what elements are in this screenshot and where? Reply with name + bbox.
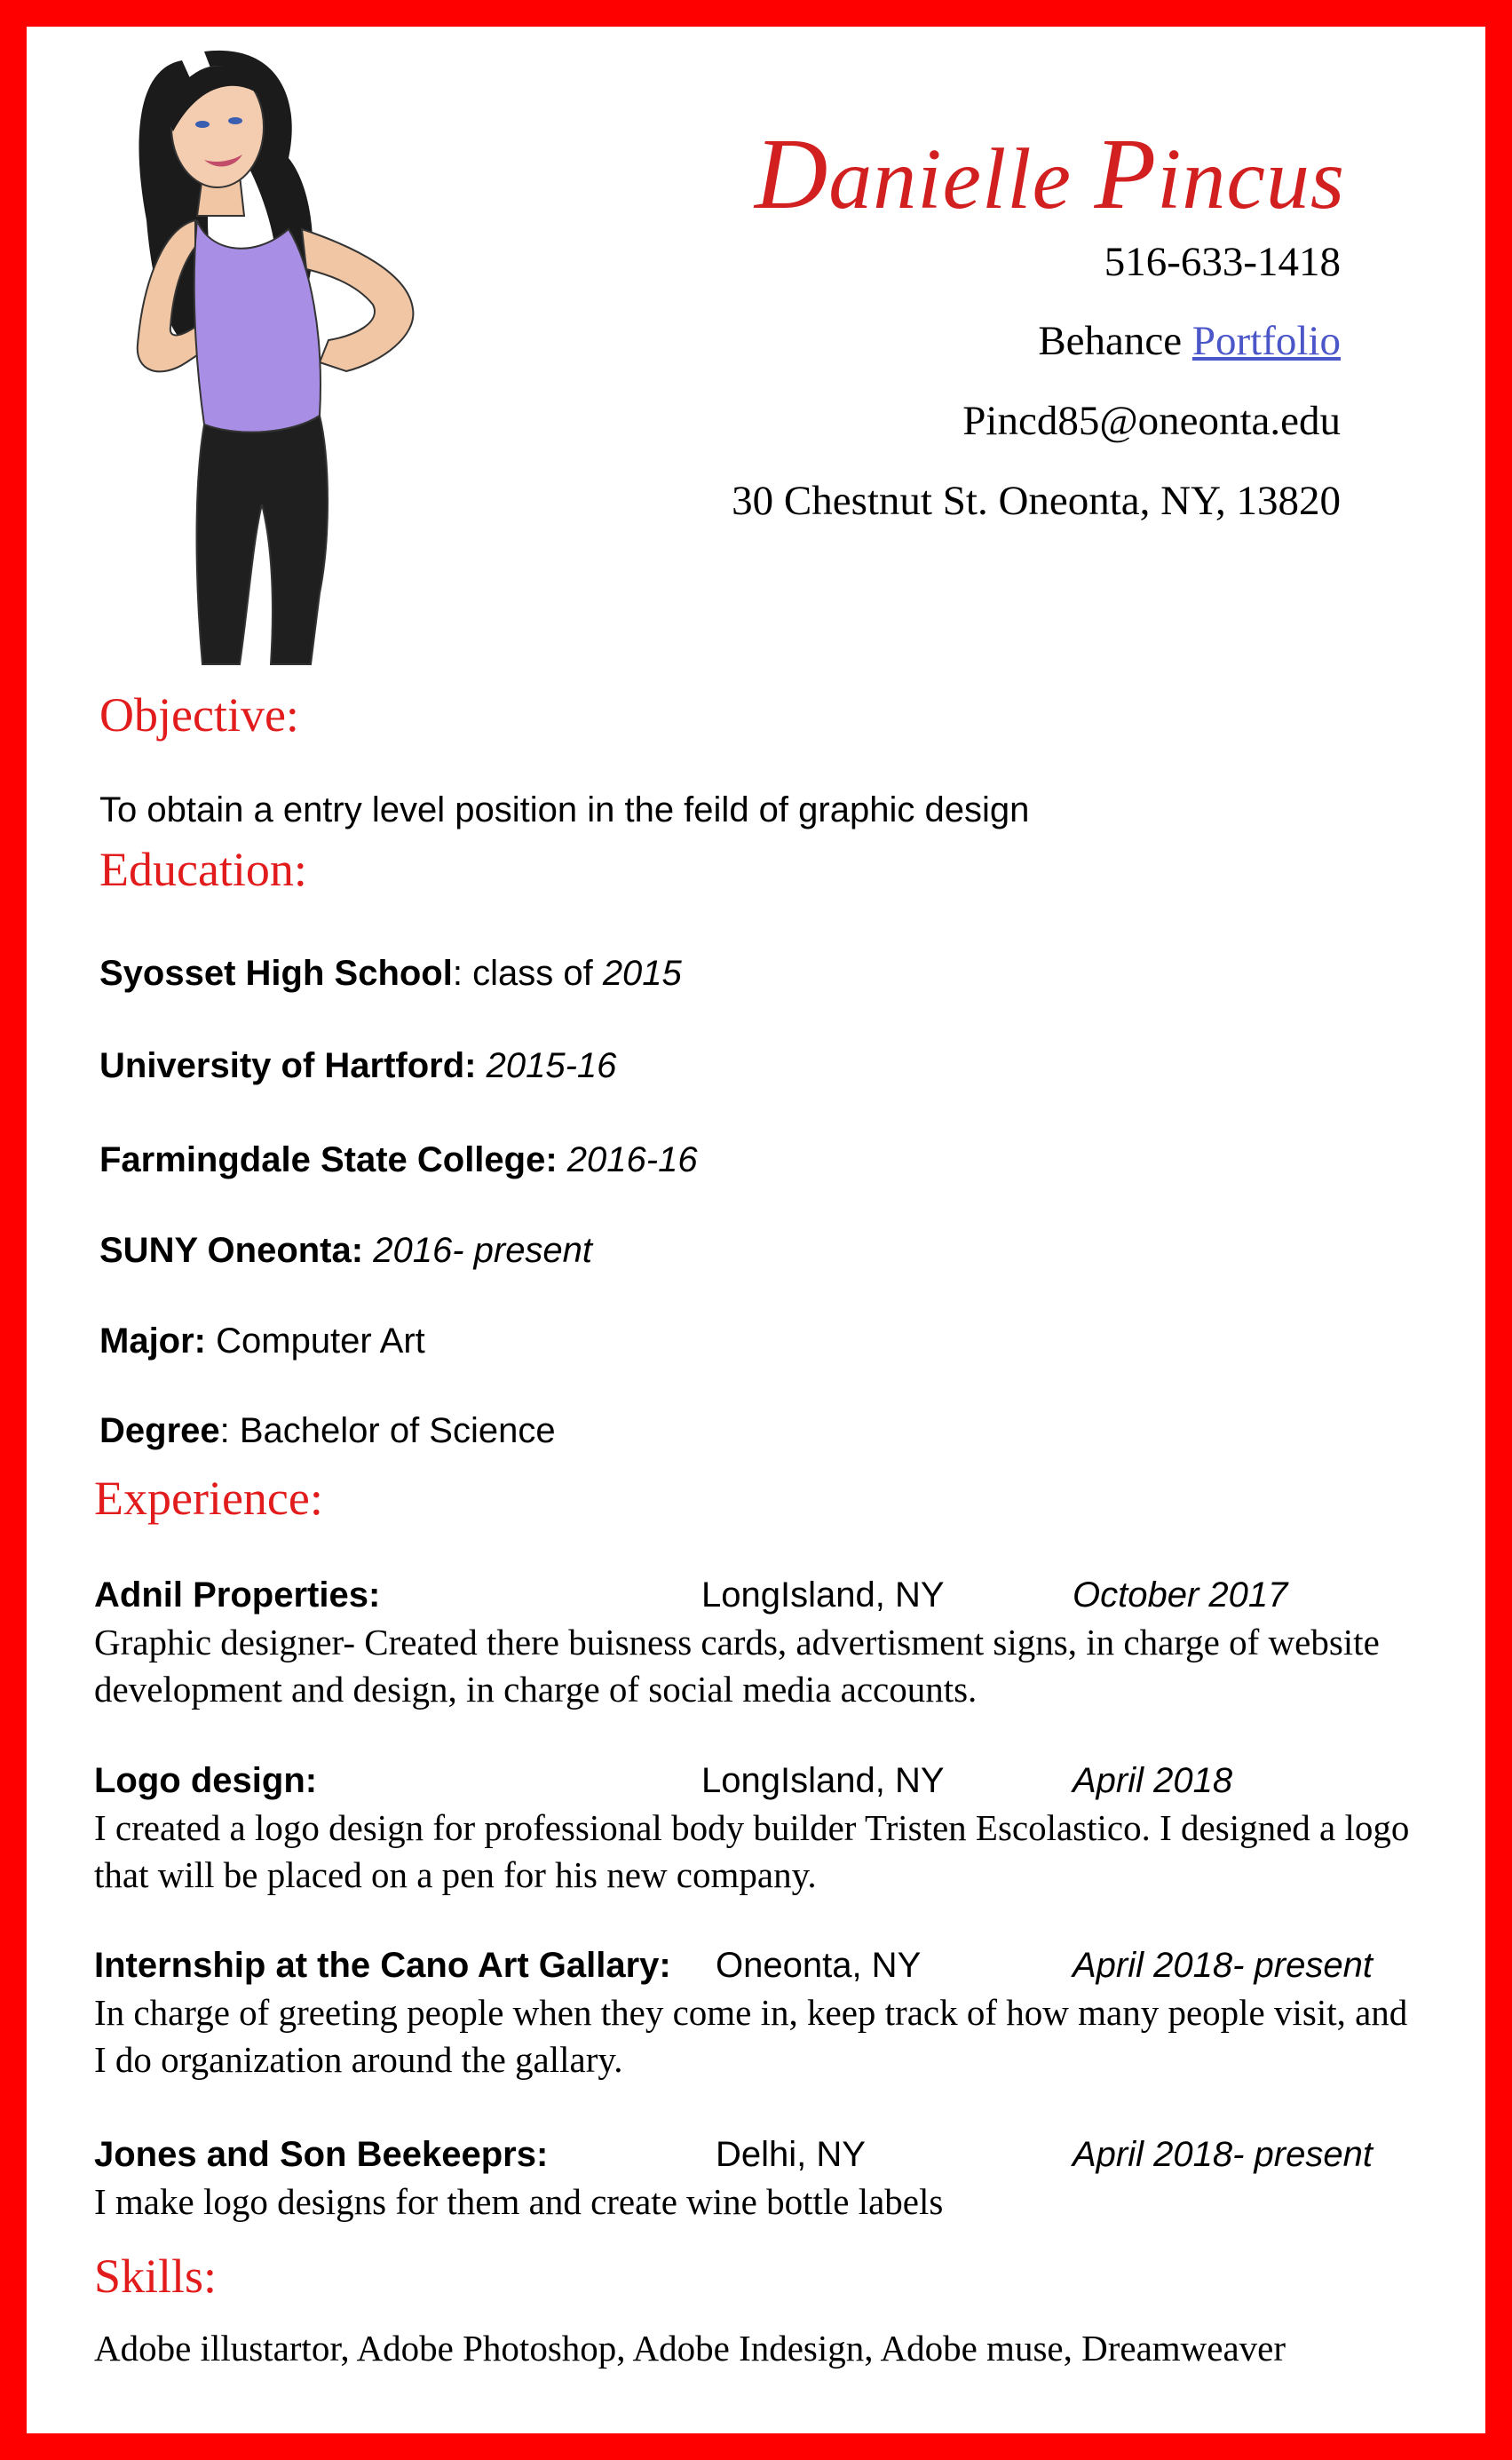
job-title: Internship at the Cano Art Gallary: <box>94 1946 671 1985</box>
avatar-illustration <box>98 43 506 682</box>
objective-text: To obtain a entry level position in the feild of graphic design <box>99 790 1030 829</box>
education-item: SUNY Oneonta: 2016- present <box>99 1231 593 1270</box>
job-date: April 2018- present <box>1073 1946 1373 1985</box>
education-major: Major: Computer Art <box>99 1321 425 1361</box>
job-title: Jones and Son Beekeeprs: <box>94 2135 549 2174</box>
behance-line <box>1038 317 1341 365</box>
education-item: Syosset High School: class of 2015 <box>99 954 682 993</box>
behance-label: Behance <box>1038 318 1183 364</box>
portfolio-link[interactable]: Portfolio <box>1191 318 1341 364</box>
pants <box>197 416 329 664</box>
job-location: Oneonta, NY <box>716 1946 922 1985</box>
eye-left <box>195 121 210 128</box>
job-location: LongIsland, NY <box>701 1575 945 1615</box>
phone-number: 516-633-1418 <box>1104 239 1341 285</box>
education-item: University of Hartford: 2015-16 <box>99 1046 617 1085</box>
job-location: LongIsland, NY <box>701 1761 945 1800</box>
job-description: Graphic designer- Created there buisness cards, advertisment signs, in charge of website development and design, in charge of social media accounts. <box>94 1622 1380 1710</box>
job-description: In charge of greeting people when they come in, keep track of how many people visit, and I do organization around the gallary. <box>94 1992 1408 2080</box>
experience-heading: Experience: <box>94 1472 323 1525</box>
candidate-name: Danielle Pincus <box>754 117 1345 230</box>
education-heading: Education: <box>99 843 307 896</box>
address: 30 Chestnut St. Oneonta, NY, 13820 <box>732 478 1341 524</box>
job-description: I created a logo design for professional body builder Tristen Escolastico. I designed a logo that will be placed on a pen for his new company. <box>94 1807 1410 1895</box>
job-date: October 2017 <box>1073 1575 1288 1615</box>
email: Pincd85@oneonta.edu <box>962 398 1341 444</box>
education-item: Farmingdale State College: 2016-16 <box>99 1140 698 1179</box>
skills-heading: Skills: <box>94 2250 218 2303</box>
job-date: April 2018 <box>1073 1761 1233 1800</box>
education-degree: Degree: Bachelor of Science <box>99 1411 556 1450</box>
job-location: Delhi, NY <box>716 2135 866 2174</box>
objective-heading: Objective: <box>99 688 299 742</box>
job-date: April 2018- present <box>1073 2135 1373 2174</box>
job-title: Logo design: <box>94 1761 318 1800</box>
job-title: Adnil Properties: <box>94 1575 381 1615</box>
skills-text: Adobe illustartor, Adobe Photoshop, Adobe Indesign, Adobe muse, Dreamweaver <box>94 2328 1286 2369</box>
job-description: I make logo designs for them and create wine bottle labels <box>94 2181 944 2222</box>
eye-right <box>228 117 242 124</box>
